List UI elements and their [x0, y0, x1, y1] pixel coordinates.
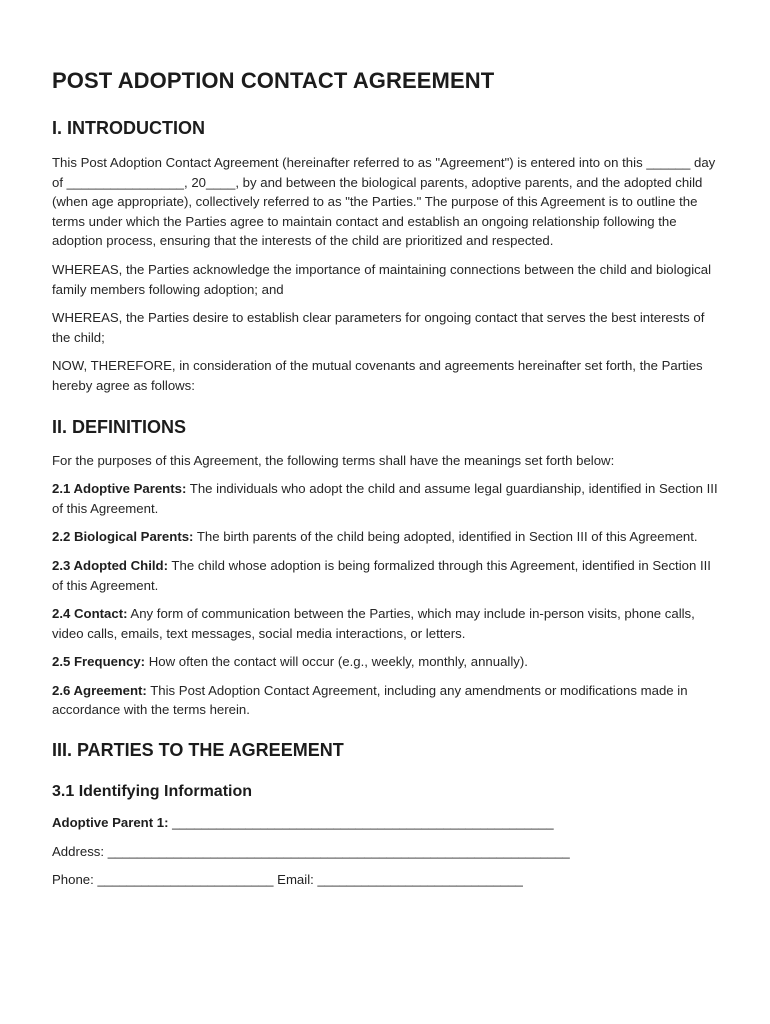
intro-paragraph: This Post Adoption Contact Agreement (hereinafter referred to as "Agreement") is entered into on this ______ day of ________________, 20____, by and between the biological parents, adoptive parents, and the adopted child (when age appropriate), collectively referred to as "the Parties." The purpose of this Agreement is to outline the terms under which the Parties agree to maintain contact and establish an ongoing relationship following the adoption process, ensuring that the interests of the child are prioritized and respected. [52, 155, 716, 249]
definition-term: 2.2 Biological Parents: [52, 529, 194, 545]
address-field[interactable]: Address: _______________________________________________________________ [52, 843, 570, 859]
now-therefore-paragraph: NOW, THEREFORE, in consideration of the mutual covenants and agreements hereinafter set forth, the Parties hereby agree as follows: [52, 358, 703, 393]
adoptive-parent-1-blank[interactable]: ____________________________________________________ [168, 815, 554, 831]
definition-frequency [52, 652, 718, 672]
section-heading-definitions: II. DEFINITIONS [52, 416, 187, 437]
definition-text: Any form of communication between the Parties, which may include in-person visits, phone calls, video calls, emails, text messages, social media interactions, or letters. [52, 606, 695, 641]
definition-adoptive-parents [52, 479, 718, 518]
definition-contact [52, 604, 718, 643]
definition-term: 2.3 Adopted Child: [52, 557, 168, 573]
whereas-paragraph-1: WHEREAS, the Parties acknowledge the importance of maintaining connections between the child and biological family members following adoption; and [52, 261, 712, 297]
definition-term: 2.1 Adoptive Parents: [52, 481, 187, 497]
section-heading-introduction: I. INTRODUCTION [52, 118, 205, 138]
definition-adopted-child [52, 556, 718, 595]
subheading-identifying-information: 3.1 Identifying Information [52, 783, 253, 801]
phone-field[interactable]: Phone: ________________________ [52, 872, 274, 888]
document-title: POST ADOPTION CONTACT AGREEMENT [52, 68, 495, 93]
definition-agreement [52, 681, 718, 720]
adoptive-parent-1-label: Adoptive Parent 1: [52, 815, 169, 831]
definition-text: How often the contact will occur (e.g., weekly, monthly, annually). [145, 654, 528, 670]
definition-text: The child whose adoption is being formalized through this Agreement, identified in Section III of this Agreement. [52, 557, 711, 593]
definition-text: This Post Adoption Contact Agreement, including any amendments or modifications made in accordance with the terms herein. [52, 682, 688, 718]
adoptive-parent-1-field[interactable] [52, 813, 718, 833]
definition-biological-parents [52, 527, 718, 547]
definition-term: 2.6 Agreement: [52, 682, 147, 698]
whereas-paragraph-2: WHEREAS, the Parties desire to establish clear parameters for ongoing contact that serves the best interests of the child; [52, 310, 705, 345]
definition-text: The birth parents of the child being adopted, identified in Section III of this Agreement. [193, 529, 698, 545]
phone-email-row [52, 870, 718, 890]
definition-text: The individuals who adopt the child and assume legal guardianship, identified in Section III of this Agreement. [52, 481, 718, 516]
definition-term: 2.5 Frequency: [52, 654, 146, 670]
email-field[interactable]: Email: ____________________________ [273, 872, 523, 888]
section-heading-parties: III. PARTIES TO THE AGREEMENT [52, 740, 344, 761]
definitions-intro: For the purposes of this Agreement, the following terms shall have the meanings set forth below: [52, 452, 615, 468]
definition-term: 2.4 Contact: [52, 606, 128, 622]
